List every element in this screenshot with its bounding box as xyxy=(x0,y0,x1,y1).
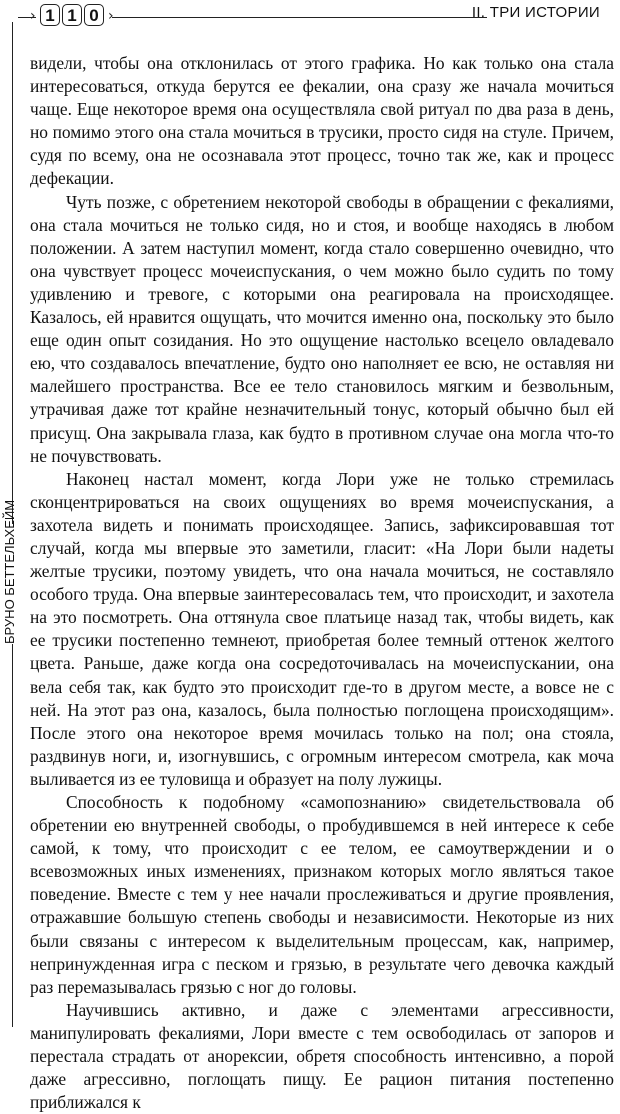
page-header xyxy=(0,0,620,40)
paragraph: Способность к подобному «самопознанию» свидетельствовала об обретении ею внутренней свободы, о пробудившемся в ней интересе к себе самой, к тому, что происходит с ее телом, ее самоутверждении и о всевозможных иных изменениях, признаком которых могло являться такое поведение. Вместе с тем у нее начали прослеживаться и другие проявления, отражавшие большую степень свободы и независимости. Некоторые из них были связаны с интересом к выделительным процессам, как, например, непринужденная игра с песком и грязью, в результате чего девочка каждый раз перемазывалась грязью с ног до головы. xyxy=(30,792,614,997)
side-author-name: БРУНО БЕТТЕЛЬХЕЙМ xyxy=(2,499,17,644)
page-number-digit: 0 xyxy=(84,4,104,26)
page-number-digit: 1 xyxy=(40,4,60,26)
paragraph: Научившись активно, и даже с элементами агрессивности, манипулировать фекалиями, Лори вместе с тем освободилась от запоров и перестала страдать от анорексии, обретя способность интенсивно, а порой даже агрессивно, поглощать пищу. Ее рацион питания постепенно приближался к xyxy=(30,999,614,1113)
header-rule xyxy=(112,17,487,18)
paragraph: Наконец настал момент, когда Лори уже не только стремилась сконцентрироваться на своих ощущениях во время мочеиспускания, а захотела видеть и понимать происходящее. Запись, зафиксировавшая тот случай, когда мы впервые это заметили, гласит: «На Лори были надеты желтые трусики, поэтому увидеть, что она начала мочиться, не составляло особого труда. Она впервые заинтересовалась тем, что происходит, и захотела на это посмотреть. Она оттянула свое платьице назад так, чтобы видеть, как ее трусики постепенно темнеют, приобретая более темный оттенок желтого цвета. Раньше, даже когда она сосредоточивалась на мочеиспускании, она вела себя так, как будто это происходит где-то в другом месте, а вовсе не с ней. На этот раз она, казалось, была полностью поглощена происходящим». После этого она некоторое время мочилась только на пол; она стояла, раздвинув ноги, и, изогнувшись, с огромным интересом смотрела, как моча выливается из ее туловища и образует на полу лужицы. xyxy=(30,468,614,789)
paragraph: Чуть позже, с обретением некоторой свободы в обращении с фекалиями, она стала мочиться не только сидя, но и стоя, и вообще находясь в любом положении. А затем наступил момент, когда стало совершенно очевидно, что она чувствует процесс мочеиспускания, о чем можно было судить по тому удивлению и тревоге, с которыми она реагировала на происходящее. Казалось, ей нравится ощущать, что мочится именно она, поскольку это было еще один опыт созидания. Но это ощущение настолько всецело овладевало ею, что создавалось впечатление, будто оно наполняет ее всю, не оставляя ни малейшего пространства. Все ее тело становилось мягким и безвольным, утрачивая даже тот крайне незначительный тонус, который обычно был ей присущ. Она закрывала глаза, как будто в противном случае она могла что-то не почувствовать. xyxy=(30,191,614,466)
running-head-title: II. ТРИ ИСТОРИИ xyxy=(471,4,600,21)
page-number xyxy=(40,4,104,26)
body-text xyxy=(30,52,614,1114)
page-number-digit: 1 xyxy=(62,4,82,26)
header-arrow-left-icon: › xyxy=(30,8,36,24)
header-arrow-right-icon: › xyxy=(108,8,114,24)
paragraph: видели, чтобы она отклонилась от этого графика. Но как только она стала интересоваться, откуда берутся ее фекалии, она сразу же начала мочиться чаще. Еще некоторое время она осуществляла свой ритуал по два раза в день, но помимо этого она стала мочиться в трусики, просто сидя на стуле. Причем, судя по всему, она не осознавала этот процесс, точно так же, как и процесс дефекации. xyxy=(30,53,614,189)
